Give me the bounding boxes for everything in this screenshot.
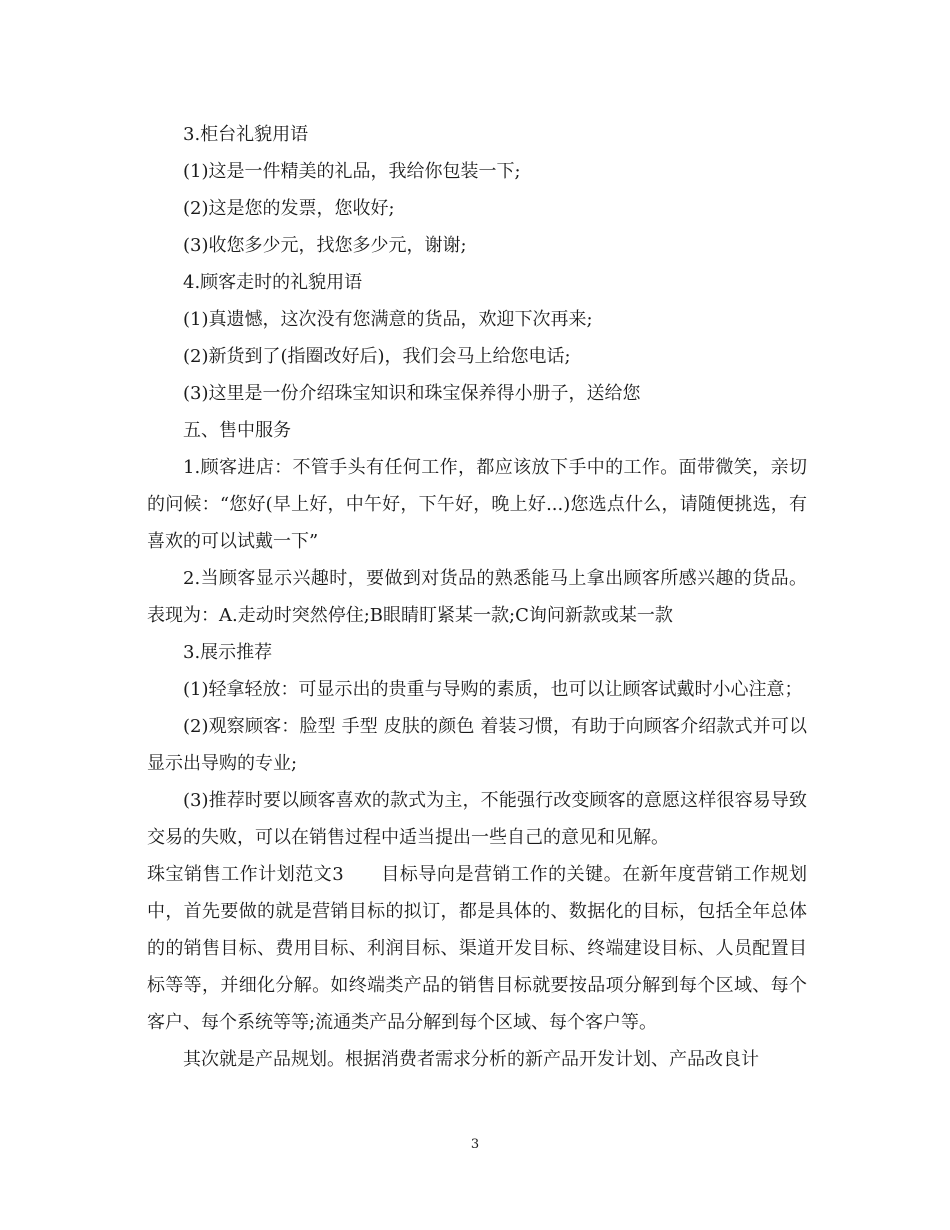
list-item: (1)真遗憾，这次没有您满意的货品，欢迎下次再来; [183, 309, 593, 330]
list-item: (2)这是您的发票，您收好; [183, 198, 395, 219]
paragraph-sample-plan: 珠宝销售工作计划范文3 目标导向是营销工作的关键。在新年度营销工作规划中，首先要做的就是营销目标的拟订，都是具体的、数据化的目标，包括全年总体的的销售目标、费用目标、利润目标、渠道开发目标、终端建设目标、人员配置目标等等，并细化分解。如终端类产品的销售目标就要按品项分解到每个区域、每个客户、每个系统等等;流通类产品分解到每个区域、每个客户等。 [147, 864, 807, 1033]
page-body [147, 116, 807, 1078]
section-heading: 五、售中服务 [183, 420, 291, 441]
subheading-counter-courtesy: 3.柜台礼貌用语 [183, 124, 309, 145]
paragraph-observe-customer: (2)观察顾客：脸型 手型 皮肤的颜色 着装习惯，有助于向顾客介绍款式并可以显示出导购的专业; [147, 716, 807, 774]
paragraph-handle-gently: (1)轻拿轻放：可显示出的贵重与导购的素质，也可以让顾客试戴时小心注意； [183, 679, 803, 700]
paragraph-recommend: (3)推荐时要以顾客喜欢的款式为主，不能强行改变顾客的意愿这样很容易导致交易的失败，可以在销售过程中适当提出一些自己的意见和见解。 [147, 790, 807, 848]
list-item: (2)新货到了(指圈改好后)，我们会马上给您电话; [183, 346, 571, 367]
subheading-departure-courtesy: 4.顾客走时的礼貌用语 [183, 272, 363, 293]
list-item: (1)这是一件精美的礼品，我给你包装一下; [183, 161, 521, 182]
paragraph-customer-interest: 2.当顾客显示兴趣时，要做到对货品的熟悉能马上拿出顾客所感兴趣的货品。表现为：A.走动时突然停住;B眼睛盯紧某一款;C询问新款或某一款 [147, 568, 807, 626]
list-item: (3)这里是一份介绍珠宝知识和珠宝保养得小册子，送给您 [183, 383, 641, 404]
list-item: (3)收您多少元，找您多少元，谢谢; [183, 235, 467, 256]
paragraph-customer-entry: 1.顾客进店：不管手头有任何工作，都应该放下手中的工作。面带微笑，亲切的问候：“您好(早上好，中午好，下午好，晚上好...)您选点什么，请随便挑选，有喜欢的可以试戴一下” [147, 457, 807, 552]
page-number: 3 [470, 1137, 480, 1152]
subheading-display-recommend: 3.展示推荐 [183, 642, 273, 663]
paragraph-product-planning: 其次就是产品规划。根据消费者需求分析的新产品开发计划、产品改良计 [183, 1049, 759, 1070]
